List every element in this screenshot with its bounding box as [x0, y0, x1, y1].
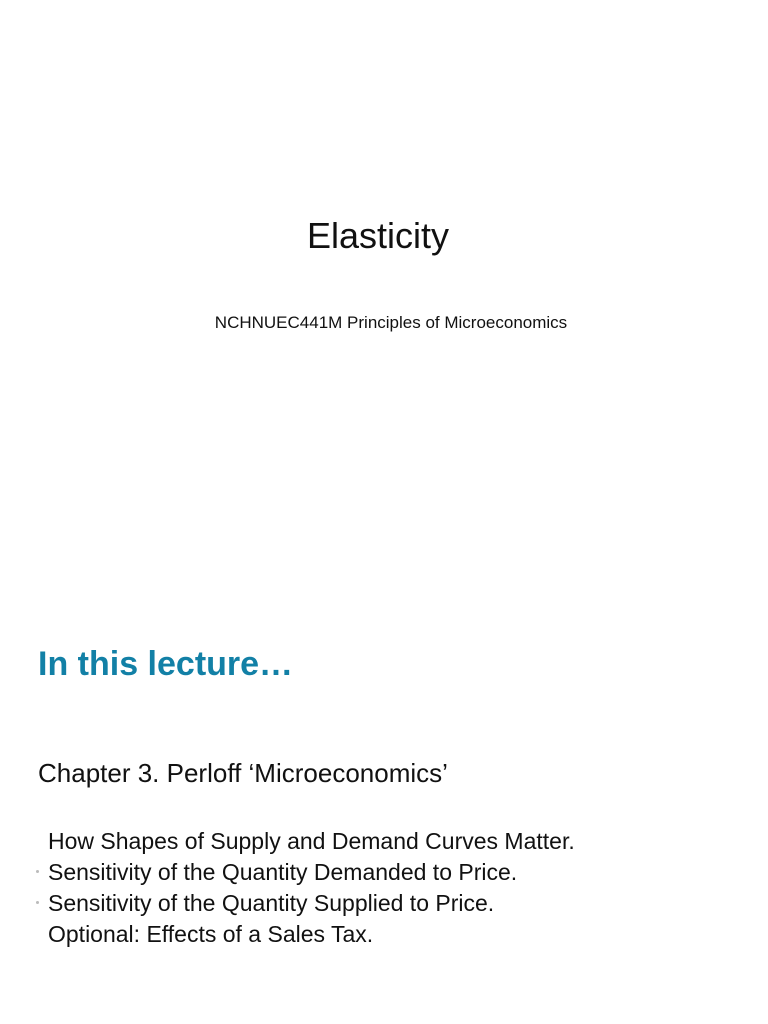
topic-text: Sensitivity of the Quantity Supplied to Price.: [48, 890, 495, 916]
chapter-reference: Chapter 3. Perloff ‘Microeconomics’: [38, 758, 448, 788]
list-item: [38, 919, 575, 950]
topic-text: Optional: Effects of a Sales Tax.: [48, 921, 374, 947]
topic-text: How Shapes of Supply and Demand Curves Matter.: [48, 828, 575, 854]
topic-list: [38, 826, 575, 950]
bullet-dot-icon: [36, 870, 39, 873]
slide-title: Elasticity: [306, 215, 450, 256]
topic-text: Sensitivity of the Quantity Demanded to Price.: [48, 859, 518, 885]
list-item: [38, 888, 575, 919]
list-item: [38, 826, 575, 857]
course-subtitle: NCHNUEC441M Principles of Microeconomics: [214, 313, 568, 332]
overview-slide: [0, 512, 768, 1024]
list-item: [38, 857, 575, 888]
bullet-dot-icon: [36, 901, 39, 904]
lecture-heading: In this lecture…: [38, 645, 294, 683]
